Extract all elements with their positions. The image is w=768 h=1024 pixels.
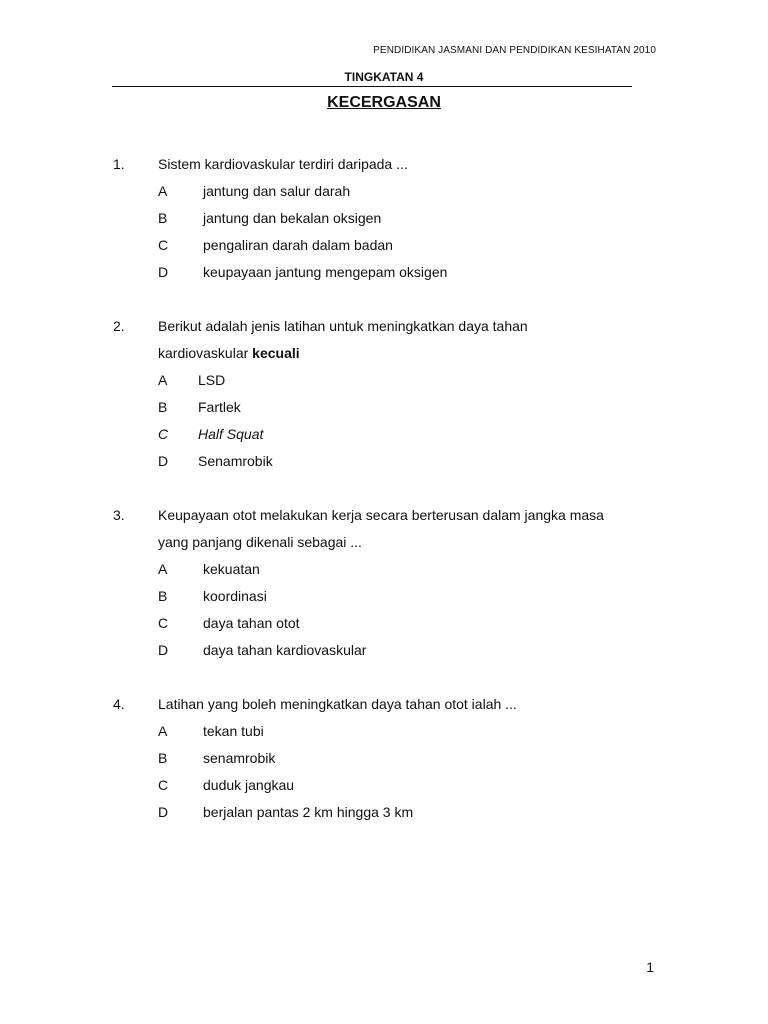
option-d	[113, 262, 673, 289]
option-letter: D	[158, 642, 169, 658]
option-text: Fartlek	[198, 399, 241, 415]
page-title: KECERGASAN	[327, 94, 441, 111]
option-letter: D	[158, 264, 169, 280]
option-letter: A	[158, 561, 168, 577]
question-3	[113, 505, 673, 667]
question-text-line-2: yang panjang dikenali sebagai ...	[158, 534, 362, 550]
option-text: Senamrobik	[198, 453, 273, 469]
question-list	[113, 154, 673, 856]
option-text: daya tahan kardiovaskular	[203, 642, 367, 658]
option-letter: B	[158, 588, 168, 604]
option-text: Half Squat	[198, 426, 264, 442]
option-c	[113, 235, 673, 262]
form-level: TINGKATAN 4	[344, 70, 424, 84]
option-a	[113, 370, 673, 397]
option-letter: A	[158, 723, 168, 739]
document-subject-header: PENDIDIKAN JASMANI DAN PENDIDIKAN KESIHATAN 2010	[373, 45, 656, 56]
option-letter: D	[158, 453, 169, 469]
option-letter: B	[158, 210, 168, 226]
option-text: kekuatan	[203, 561, 260, 577]
question-number: 1.	[113, 156, 125, 172]
question-emphasis: kecuali	[252, 345, 300, 361]
question-text-continued	[158, 343, 300, 364]
option-a	[113, 559, 673, 586]
option-text: jantung dan bekalan oksigen	[203, 210, 382, 226]
option-text: jantung dan salur darah	[203, 183, 351, 199]
question-number: 4.	[113, 696, 125, 712]
option-letter: C	[158, 426, 169, 442]
question-text: Sistem kardiovaskular terdiri daripada ...	[158, 156, 408, 172]
option-letter: B	[158, 399, 168, 415]
option-b	[113, 586, 673, 613]
option-c	[113, 424, 673, 451]
question-4	[113, 694, 673, 829]
option-d	[113, 640, 673, 667]
option-text: senamrobik	[203, 750, 276, 766]
option-letter: A	[158, 183, 168, 199]
question-2	[113, 316, 673, 478]
option-b	[113, 208, 673, 235]
page-number: 1	[646, 959, 654, 975]
option-letter: C	[158, 237, 169, 253]
option-text: duduk jangkau	[203, 777, 295, 793]
option-a	[113, 721, 673, 748]
option-b	[113, 397, 673, 424]
option-text: berjalan pantas 2 km hingga 3 km	[203, 804, 414, 820]
question-number: 2.	[113, 318, 125, 334]
option-d	[113, 451, 673, 478]
question-text: Latihan yang boleh meningkatkan daya tahan otot ialah ...	[158, 696, 517, 712]
option-text: tekan tubi	[203, 723, 264, 739]
question-text-line-2: kardiovaskular	[158, 345, 249, 361]
question-1	[113, 154, 673, 289]
question-text: Keupayaan otot melakukan kerja secara berterusan dalam jangka masa	[158, 507, 604, 523]
option-text: LSD	[198, 372, 226, 388]
option-text: keupayaan jantung mengepam oksigen	[203, 264, 448, 280]
question-number: 3.	[113, 507, 125, 523]
question-text: Berikut adalah jenis latihan untuk meningkatkan daya tahan	[158, 318, 528, 334]
option-d	[113, 802, 673, 829]
option-letter: C	[158, 615, 169, 631]
option-letter: A	[158, 372, 168, 388]
option-letter: C	[158, 777, 169, 793]
header-divider	[112, 86, 632, 87]
option-text: daya tahan otot	[203, 615, 300, 631]
option-c	[113, 775, 673, 802]
option-text: koordinasi	[203, 588, 267, 604]
option-c	[113, 613, 673, 640]
option-b	[113, 748, 673, 775]
option-text: pengaliran darah dalam badan	[203, 237, 393, 253]
option-letter: B	[158, 750, 168, 766]
option-letter: D	[158, 804, 169, 820]
option-a	[113, 181, 673, 208]
